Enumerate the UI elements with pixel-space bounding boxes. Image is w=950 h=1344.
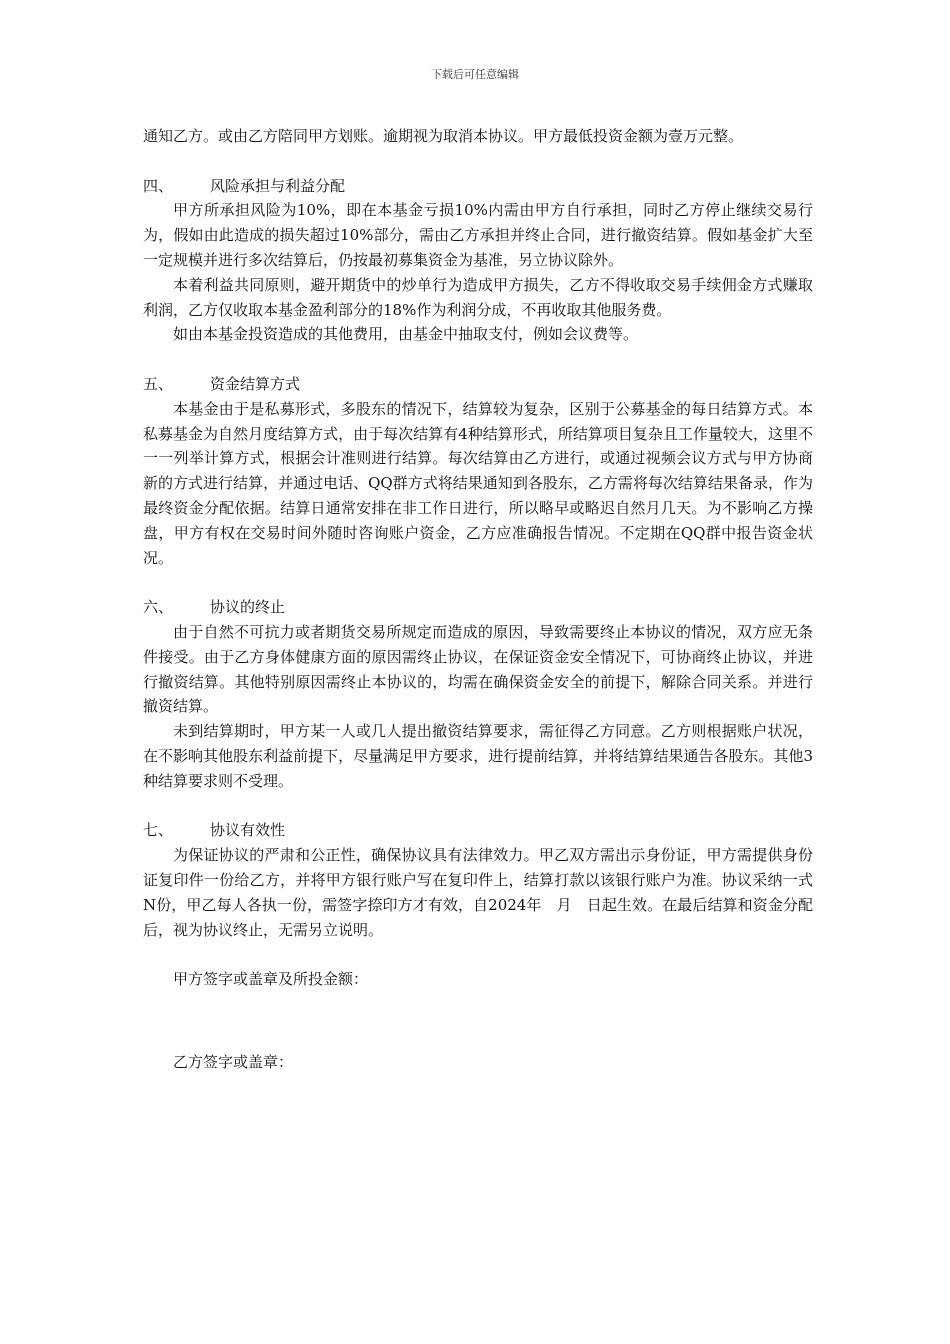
section-validity bbox=[143, 818, 813, 942]
section-paragraph: 为保证协议的严肃和公正性，确保协议具有法律效力。甲乙双方需出示身份证，甲方需提供身份证复印件一份给乙方，并将甲方银行账户写在复印件上，结算打款以该银行账户为准。协议采纳一式N份，甲乙每人各执一份，需签字捺印方才有效，自2024年 月 日起生效。在最后结算和资金分配后，视为协议终止，无需另立说明。 bbox=[143, 846, 813, 939]
document-body bbox=[143, 124, 813, 1075]
page-header: 下载后可任意编辑 bbox=[431, 68, 519, 81]
party-b-signature-label: 乙方签字或盖章： bbox=[173, 1052, 294, 1071]
party-a-signature-label: 甲方签字或盖章及所投金额： bbox=[173, 970, 369, 989]
section-paragraph: 甲方所承担风险为10%，即在本基金亏损10%内需由甲方自行承担，同时乙方停止继续交易行为，假如由此造成的损失超过10%部分，需由乙方承担并终止合同，进行撤资结算。假如基金扩大至一定规模并进行多次结算后，仍按最初募集资金为基准，另立协议除外。 bbox=[143, 201, 813, 269]
section-paragraph: 由于自然不可抗力或者期货交易所规定而造成的原因，导致需要终止本协议的情况，双方应无条件接受。由于乙方身体健康方面的原因需终止协议，在保证资金安全情况下，可协商终止协议，并进行撤资结算。其他特别原因需终止本协议的，均需在确保资金安全的前提下，解除合同关系。并进行撤资结算。 bbox=[143, 622, 813, 716]
section-heading bbox=[143, 174, 813, 199]
section-heading bbox=[143, 595, 813, 620]
section-termination bbox=[143, 595, 813, 793]
intro-paragraph: 通知乙方。或由乙方陪同甲方划账。逾期视为取消本协议。甲方最低投资金额为壹万元整。 bbox=[143, 127, 744, 145]
section-paragraph: 本基金由于是私募形式，多股东的情况下，结算较为复杂，区别于公募基金的每日结算方式。本私募基金为自然月度结算方式，由于每次结算有4种结算形式，所结算项目复杂且工作量较大，这里不一一列举计算方式，根据会计准则进行结算。每次结算由乙方进行，或通过视频会议方式与甲方协商新的方式进行结算，并通过电话、QQ群方式将结果通知到各股东，乙方需将每次结算结果备录，作为最终资金分配依据。结算日通常安排在非工作日进行，所以略早或略迟自然月几天。为不影响乙方操盘，甲方有权在交易时间外随时咨询账户资金，乙方应准确报告情况。不定期在QQ群中报告资金状况。 bbox=[143, 399, 813, 567]
section-paragraph: 未到结算期时，甲方某一人或几人提出撤资结算要求，需征得乙方同意。乙方则根据账户状况，在不影响其他股东利益前提下，尽量满足甲方要求，进行提前结算，并将结算结果通告各股东。其他3种结算要求则不受理。 bbox=[143, 722, 813, 790]
section-heading bbox=[143, 818, 813, 843]
section-number: 五、 bbox=[143, 374, 174, 393]
section-paragraph: 如由本基金投资造成的其他费用，由基金中抽取支付，例如会议费等。 bbox=[173, 325, 639, 344]
section-title: 风险承担与利益分配 bbox=[210, 176, 346, 195]
section-title: 协议有效性 bbox=[210, 821, 286, 840]
section-heading bbox=[143, 372, 813, 397]
section-number: 七、 bbox=[143, 821, 174, 840]
section-title: 协议的终止 bbox=[210, 598, 286, 617]
section-paragraph: 本着利益共同原则，避开期货中的炒单行为造成甲方损失，乙方不得收取交易手续佣金方式赚取利润，乙方仅收取本基金盈利部分的18%作为利润分成，不再收取其他服务费。 bbox=[143, 275, 813, 319]
section-settlement bbox=[143, 372, 813, 570]
section-title: 资金结算方式 bbox=[210, 374, 301, 393]
section-number: 六、 bbox=[143, 598, 174, 617]
section-number: 四、 bbox=[143, 176, 174, 195]
section-risk bbox=[143, 174, 813, 348]
